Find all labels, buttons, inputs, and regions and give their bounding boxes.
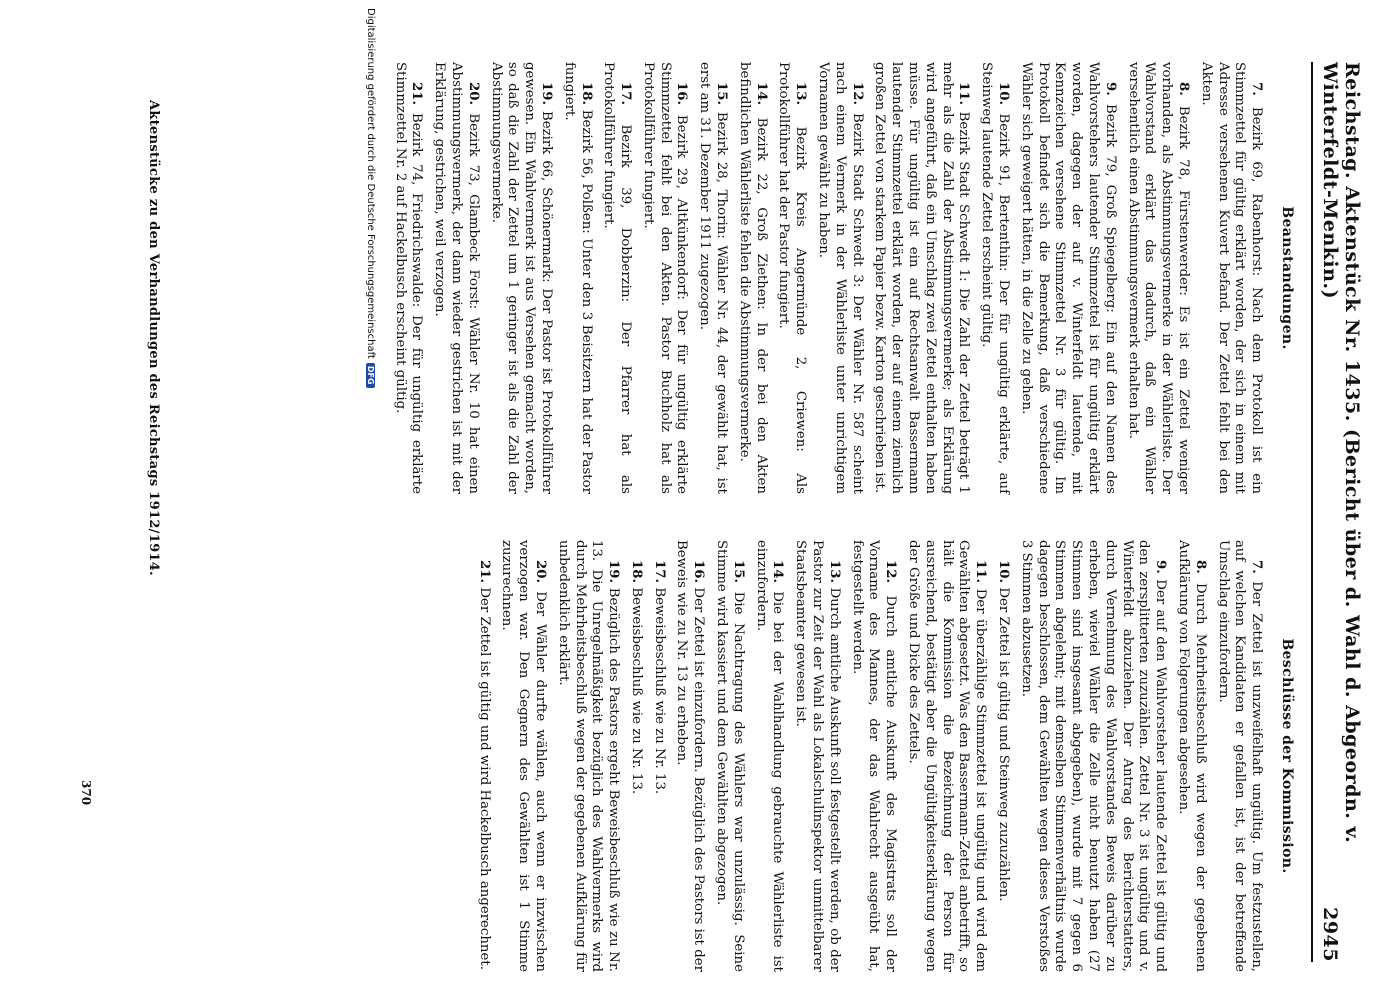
left-column-heading: Beanstandungen.	[1279, 206, 1295, 350]
paragraph	[752, 540, 786, 972]
dfg-logo-icon: DFG	[367, 363, 376, 388]
paragraph-text: Bezirk 74, Friedrichswalde: Der für ungültig erklärte Stimmzettel Nr. 2 auf Hackelbusch erscheint gültig.	[392, 62, 425, 494]
paragraph-text: Die bei der Wahlhandlung gebrauchte Wählerliste ist einzufordern.	[753, 540, 786, 972]
paragraph-number: 11.	[973, 560, 989, 584]
paragraph	[639, 62, 689, 494]
header-page-number: 2945	[1319, 907, 1341, 962]
paragraph-text: Der Wähler durfte wählen, auch wenn er inzwischen verzogen war. Den Gegnern des Gewählten ist 1 Stimme zuzurechnen.	[499, 540, 548, 972]
paragraph-number: 11.	[956, 82, 972, 106]
paragraph-text: Bezirk 78, Fürstenwerder: Es ist ein Zettel weniger vorhanden, als Abstimmungsvermerke in der Wählerliste. Der Wahlvorstand erklärt das dadurch, daß ein Wähler versehentlich einen Abstimmungsvermerk erhalten hat.	[1125, 62, 1192, 494]
footer-page-code: 370	[79, 780, 93, 806]
paragraph-text: Bezirk Stadt Schwedt 1: Die Zahl der Zettel beträgt 1 mehr als die Zahl der Abstimmungsvermerke; als Erklärung wird angeführt, daß ein Umschlag zwei Zettel enthalten haben müsse. Für ungültig ist ein auf Rechtsanwalt Bassermann lautender Stimmzettel erklärt worden, der auf einem ziemlich großen Zettel von starkem Papier bezw. Karton geschrieben ist.	[872, 62, 972, 495]
paragraph	[487, 62, 554, 494]
paragraph	[1214, 540, 1264, 972]
paragraph-text: Durch Mehrheitsbeschluß wird wegen der gegebenen Aufklärung von Folgerungen abgesehen.	[1176, 540, 1208, 972]
header-title: Reichstag. Aktenstück Nr. 1435. (Bericht über d. Wahl d. Abgeordn. v. Winterfeldt-Menkin.)	[1319, 62, 1363, 844]
paragraph-number: 7.	[1249, 560, 1265, 574]
paragraph	[1197, 62, 1264, 494]
paragraph-text: Der Zettel ist gültig und wird Hackelbusch angerechnet.	[476, 587, 492, 970]
paragraph-number: 16.	[674, 82, 690, 106]
paragraph-text: Bezirk 66, Schönermark: Der Pastor ist Protokollführer gewesen. Ein Wahlvermerk ist aus Versehen gemacht worden, so daß die Zahl der Zettel um 1 geringer ist als die Zahl der Abstimmungsvermerke.	[488, 62, 554, 494]
paragraph-text: Bezirk 91, Bertenthin: Der für ungültig erklärte, auf Steinweg lautende Zettel erscheint gültig.	[979, 62, 1012, 494]
paragraph-text: Bezirk 22, Groß Ziethen: In der bei den Akten befindlichen Wählerliste fehlen die Abstimmungsvermerke.	[736, 62, 769, 494]
right-paragraphs	[475, 540, 1264, 972]
paragraph-text: Bezirk 39, Dobberzin: Der Pfarrer hat als Protokollführer fungiert.	[601, 62, 634, 494]
paragraph-text: Der Zettel ist einzufordern. Bezüglich des Pastors ist der Beweis wie zu Nr. 13 zu erheben.	[674, 540, 707, 972]
paragraph-number: 16.	[691, 560, 707, 584]
paragraph-number: 9.	[1102, 82, 1118, 96]
left-paragraphs	[391, 62, 1264, 494]
paragraph-text: Bezirk 56, Polßen: Unter den 3 Beisitzern hat der Pastor fungiert.	[561, 62, 594, 494]
paragraph-number: 15.	[730, 560, 746, 584]
digitization-text: Digitalisierung gefördert durch die Deutsche Forschungsgemeinschaft	[365, 8, 377, 359]
paragraph	[735, 62, 769, 494]
paragraph-text: Der Zettel ist unzweifelhaft ungültig. Um festzustellen, auf welchen Kandidaten er gefallen ist, ist der betreffende Umschlag einzufordern.	[1215, 540, 1265, 972]
paragraph-number: 19.	[606, 560, 622, 584]
paragraph	[791, 540, 841, 972]
paragraph-text: Bezirk 79, Groß Spiegelberg: Ein auf den Namen des Wahlvorstehers lautender Stimmzettel ist für ungültig erklärt worden, dagegen der auf v. Winterfeldt lautende, mit Kennzeichen versehene Stimmzettel Nr. 3 für gültig. Im Protokoll befindet sich die Bemerkung, daß verschiedene Wähler sich geweigert hätten, in die Zelle zu gehen.	[1018, 62, 1118, 494]
paragraph-number: 20.	[465, 82, 481, 106]
paragraph-text: Bezüglich des Pastors ergeht Beweisbeschluß wie zu Nr. 13. Die Unregelmäßigkeit bezüglich des Wahlvermerks wird durch Mehrheitsbeschluß wegen der gegebenen Aufklärung für unbedenklich erklärt.	[555, 540, 622, 972]
paragraph	[712, 540, 746, 972]
paragraph-number: 14.	[770, 560, 786, 584]
paragraph-number: 21.	[409, 82, 425, 106]
paragraph-text: Beweisbeschluß wie zu Nr. 13.	[651, 587, 667, 795]
paragraph	[1017, 62, 1118, 494]
paragraph-text: Der überzählige Stimmzettel ist ungültig und wird dem Gewählten abgesetzt. Was den Bassermann-Zettel anbetrifft, so hält die Kommission die Bezeichnung der Person für ausreichend, bestätigt aber die Ungültigkeitserklärung wegen der Größe und Dicke des Zettels.	[906, 540, 989, 972]
paragraph-text: Bezirk Stadt Schwedt 3: Der Wähler Nr. 587 scheint nach einem Vermerk in der Wählerliste unter unrichtigem Vornamen gewählt zu haben.	[816, 62, 865, 494]
left-column	[385, 62, 1301, 494]
paragraph-number: 10.	[996, 82, 1012, 106]
paragraph	[775, 62, 809, 494]
paragraph-text: Die Nachtragung des Wählers war unzulässig. Seine Stimme wird kassiert und dem Gewählten abgezogen.	[714, 540, 746, 972]
paragraph	[391, 62, 425, 494]
paragraph-text: Der auf den Wahlvorsteher lautende Zettel ist gültig und den zersplitterten zuzuzählen. Zettel Nr. 3 ist ungültig und v. Winterfeldt abzuziehen. Der Antrag des Berichterstatters, durch Vernehmung des Wahlvorstandes Beweis darüber zu erheben, wieviel Wähler die Zelle nicht benutzt haben (27 Stimmen sind insgesamt abgegeben), wurde mit 7 gegen 6 Stimmen abgelehnt; mit demselben Stimmenverhältnis wurde dagegen beschlossen, dem Gewählten wegen dieses Verstoßes 3 Stimmen abzusetzen.	[1018, 540, 1169, 972]
paragraph-number: 21.	[476, 560, 492, 584]
paragraph-number: 13.	[826, 560, 842, 584]
paragraph	[977, 62, 1011, 494]
paragraph	[600, 62, 634, 494]
paragraph-text: Beweisbeschluß wie zu Nr. 13.	[628, 587, 644, 795]
paragraph	[475, 540, 492, 972]
paragraph	[848, 540, 898, 972]
paragraph-text: Bezirk Kreis Angermünde 2, Criewen: Als Protokollführer hat der Pastor fungiert.	[776, 62, 809, 494]
paragraph	[1174, 540, 1208, 972]
paragraph-number: 13.	[793, 82, 809, 106]
paragraph-number: 8.	[1176, 82, 1192, 96]
paragraph-number: 8.	[1192, 560, 1208, 574]
paragraph	[904, 540, 988, 972]
paragraph-number: 15.	[714, 82, 730, 106]
footer-text: Aktenstücke zu den Verhandlungen des Reichstags 1912/1914.	[146, 100, 161, 576]
paragraph-number: 14.	[753, 82, 769, 106]
right-column-heading: Beschlüsse der Kommission.	[1279, 638, 1295, 874]
paragraph-text: Durch amtliche Auskunft soll festgestellt werden, ob der Pastor zur Zeit der Wahl als Lokalschulinspektor unmittelbarer Staatsbeamter gewesen ist.	[793, 540, 842, 972]
paragraph-number: 12.	[883, 560, 899, 584]
paragraph	[627, 540, 644, 972]
paragraph-number: 12.	[849, 82, 865, 106]
paragraph	[650, 540, 667, 972]
paragraph	[430, 62, 480, 494]
paragraph-text: Bezirk 29, Altkünkendorf: Der für ungültig erklärte Stimmzettel fehlt bei den Akten. Pastor Buchholz hat als Protokollführer fungiert.	[640, 62, 690, 494]
paragraph-number: 17.	[651, 560, 667, 584]
paragraph-number: 18.	[578, 82, 594, 106]
paragraph	[498, 540, 548, 972]
right-column	[469, 540, 1301, 972]
paragraph-number: 20.	[532, 560, 548, 584]
paragraph	[1017, 540, 1168, 972]
paragraph	[560, 62, 594, 494]
paragraph-text: Der Zettel ist gültig und Steinweg zuzuzählen.	[996, 587, 1012, 902]
paragraph-number: 18.	[628, 560, 644, 584]
page-header	[1319, 62, 1363, 962]
paragraph	[814, 62, 864, 494]
paragraph-number: 7.	[1249, 82, 1265, 96]
paragraph-text: Bezirk 73, Glambeck Forst: Wähler Nr. 10 hat einen Abstimmungsvermerk, der dann wieder gestrichen ist mit der Erklärung, gestrichen, weil verzogen.	[432, 62, 481, 494]
paragraph-text: Bezirk 69, Rabenhorst: Nach dem Protokoll ist ein Stimmzettel für gültig erklärt worden, der sich in einem mit Adresse versehenen Kuvert befand. Der Zettel fehlt bei den Akten.	[1198, 62, 1265, 494]
paragraph-text: Durch amtliche Auskunft des Magistrats soll der Vorname des Mannes, der das Wahlrecht ausgeübt hat, festgestellt werden.	[849, 540, 899, 972]
paragraph	[696, 62, 730, 494]
paragraph-number: 9.	[1153, 560, 1169, 574]
paragraph-number: 19.	[538, 82, 554, 106]
paragraph	[871, 62, 972, 494]
paragraph	[554, 540, 621, 972]
paragraph-text: Bezirk 28, Thorin: Wähler Nr. 44, der gewählt hat, ist erst am 31. Dezember 1911 zugezogen.	[697, 62, 730, 494]
paragraph	[1124, 62, 1191, 494]
paragraph	[673, 540, 707, 972]
paragraph-number: 17.	[618, 82, 634, 106]
digitization-note	[363, 8, 379, 998]
paragraph	[994, 540, 1011, 972]
header-rule	[1311, 62, 1313, 962]
paragraph-number: 10.	[996, 560, 1012, 584]
